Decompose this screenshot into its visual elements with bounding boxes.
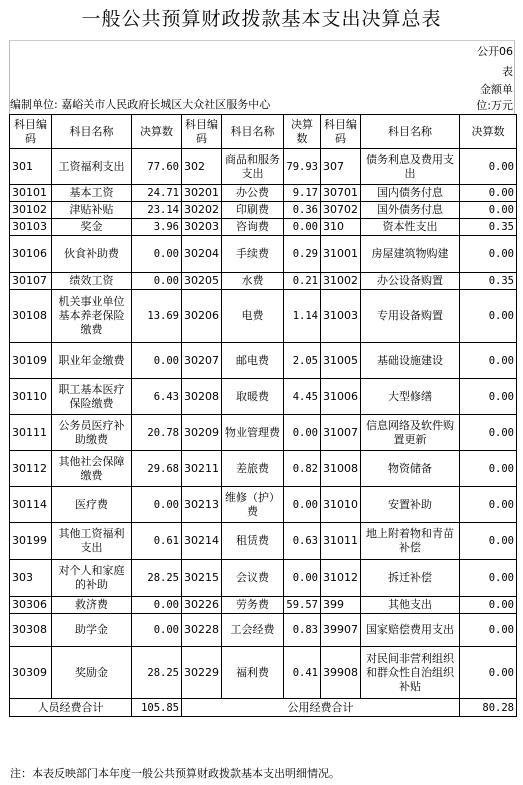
expenditure-table — [9, 114, 517, 717]
cell-c1: 30103 — [10, 219, 52, 236]
cell-c9: 0.00 — [460, 647, 517, 699]
cell-c5: 会议费 — [222, 560, 284, 597]
cell-c1: 30306 — [10, 597, 52, 614]
cell-c6: 2.05 — [284, 343, 321, 379]
table-row — [10, 343, 517, 379]
cell-c4: 30228 — [182, 614, 222, 647]
table-row — [10, 523, 517, 560]
cell-c6: 0.41 — [284, 647, 321, 699]
cell-c5: 劳务费 — [222, 597, 284, 614]
cell-c7: 31008 — [321, 451, 361, 487]
report-title: 一般公共预算财政拨款基本支出决算总表 — [81, 8, 442, 30]
cell-c8: 地上附着物和青苗补偿 — [361, 523, 460, 560]
cell-c8: 房屋建筑物购建 — [361, 236, 460, 273]
cell-c2: 基本工资 — [52, 185, 132, 202]
cell-c7: 31001 — [321, 236, 361, 273]
table-row — [10, 202, 517, 219]
cell-c7: 307 — [321, 149, 361, 185]
col-header: 科目名称 — [361, 115, 460, 149]
cell-c1: 30102 — [10, 202, 52, 219]
totals-row — [10, 699, 517, 717]
cell-c9: 0.00 — [460, 379, 517, 415]
cell-c8: 其他支出 — [361, 597, 460, 614]
cell-c7: 31007 — [321, 415, 361, 451]
cell-c8: 大型修缮 — [361, 379, 460, 415]
cell-c5: 差旅费 — [222, 451, 284, 487]
cell-c5: 福利费 — [222, 647, 284, 699]
cell-c8: 安置补助 — [361, 487, 460, 523]
form-code: 公开06表 — [477, 45, 513, 78]
cell-c2: 救济费 — [52, 597, 132, 614]
cell-c4: 30213 — [182, 487, 222, 523]
cell-c4: 302 — [182, 149, 222, 185]
cell-c5: 取暖费 — [222, 379, 284, 415]
cell-c2: 津贴补贴 — [52, 202, 132, 219]
cell-c5: 工会经费 — [222, 614, 284, 647]
cell-c2: 绩效工资 — [52, 273, 132, 290]
col-header: 科目编码 — [182, 115, 222, 149]
cell-c6: 0.21 — [284, 273, 321, 290]
cell-c1: 30309 — [10, 647, 52, 699]
public-total-label: 公用经费合计 — [182, 699, 460, 717]
cell-c3: 20.78 — [132, 415, 182, 451]
cell-c3: 0.61 — [132, 523, 182, 560]
cell-c3: 29.68 — [132, 451, 182, 487]
cell-c2: 助学金 — [52, 614, 132, 647]
table-row — [10, 614, 517, 647]
cell-c5: 邮电费 — [222, 343, 284, 379]
cell-c1: 30199 — [10, 523, 52, 560]
cell-c9: 0.00 — [460, 451, 517, 487]
cell-c8: 资本性支出 — [361, 219, 460, 236]
cell-c1: 301 — [10, 149, 52, 185]
cell-c1: 30101 — [10, 185, 52, 202]
cell-c2: 医疗费 — [52, 487, 132, 523]
cell-c6: 0.00 — [284, 219, 321, 236]
cell-c9: 0.00 — [460, 415, 517, 451]
cell-c4: 30207 — [182, 343, 222, 379]
cell-c1: 30114 — [10, 487, 52, 523]
cell-c1: 30308 — [10, 614, 52, 647]
cell-c4: 30208 — [182, 379, 222, 415]
cell-c4: 30206 — [182, 290, 222, 343]
cell-c6: 79.93 — [284, 149, 321, 185]
cell-c9: 0.00 — [460, 487, 517, 523]
cell-c9: 0.00 — [460, 523, 517, 560]
cell-c4: 30201 — [182, 185, 222, 202]
amount-unit: 金额单位:万元 — [476, 83, 513, 112]
cell-c3: 0.00 — [132, 597, 182, 614]
cell-c3: 0.00 — [132, 487, 182, 523]
cell-c2: 机关事业单位基本养老保险缴费 — [52, 290, 132, 343]
cell-c8: 国内债务付息 — [361, 185, 460, 202]
cell-c9: 0.00 — [460, 202, 517, 219]
cell-c2: 职业年金缴费 — [52, 343, 132, 379]
cell-c9: 0.35 — [460, 219, 517, 236]
table-note: 注：本表反映部门本年度一般公共预算财政拨款基本支出明细情况。 — [10, 767, 340, 780]
cell-c1: 30106 — [10, 236, 52, 273]
cell-c3: 0.00 — [132, 236, 182, 273]
personnel-total-label: 人员经费合计 — [10, 699, 132, 717]
col-header: 决算数 — [460, 115, 517, 149]
cell-c5: 水费 — [222, 273, 284, 290]
cell-c2: 公务员医疗补助缴费 — [52, 415, 132, 451]
cell-c7: 399 — [321, 597, 361, 614]
cell-c3: 3.96 — [132, 219, 182, 236]
cell-c5: 印刷费 — [222, 202, 284, 219]
cell-c7: 30702 — [321, 202, 361, 219]
cell-c2: 其他工资福利支出 — [52, 523, 132, 560]
cell-c8: 专用设备购置 — [361, 290, 460, 343]
cell-c3: 28.25 — [132, 647, 182, 699]
cell-c4: 30204 — [182, 236, 222, 273]
cell-c9: 0.00 — [460, 185, 517, 202]
cell-c5: 办公费 — [222, 185, 284, 202]
col-header: 科目编码 — [321, 115, 361, 149]
cell-c6: 0.36 — [284, 202, 321, 219]
cell-c2: 伙食补助费 — [52, 236, 132, 273]
cell-c4: 30205 — [182, 273, 222, 290]
cell-c9: 0.00 — [460, 560, 517, 597]
cell-c5: 电费 — [222, 290, 284, 343]
cell-c3: 13.69 — [132, 290, 182, 343]
cell-c7: 31012 — [321, 560, 361, 597]
cell-c7: 31010 — [321, 487, 361, 523]
table-row — [10, 379, 517, 415]
cell-c2: 工资福利支出 — [52, 149, 132, 185]
table-row — [10, 149, 517, 185]
cell-c8: 国外债务付息 — [361, 202, 460, 219]
cell-c3: 24.71 — [132, 185, 182, 202]
cell-c4: 30202 — [182, 202, 222, 219]
cell-c6: 0.82 — [284, 451, 321, 487]
cell-c2: 奖金 — [52, 219, 132, 236]
cell-c7: 39907 — [321, 614, 361, 647]
cell-c8: 基础设施建设 — [361, 343, 460, 379]
cell-c6: 0.00 — [284, 487, 321, 523]
cell-c3: 6.43 — [132, 379, 182, 415]
col-header: 决算数 — [284, 115, 321, 149]
col-header: 决算数 — [132, 115, 182, 149]
cell-c4: 30226 — [182, 597, 222, 614]
cell-c3: 0.00 — [132, 343, 182, 379]
cell-c8: 办公设备购置 — [361, 273, 460, 290]
cell-c5: 咨询费 — [222, 219, 284, 236]
cell-c1: 30107 — [10, 273, 52, 290]
cell-c7: 30701 — [321, 185, 361, 202]
cell-c1: 303 — [10, 560, 52, 597]
cell-c7: 39908 — [321, 647, 361, 699]
cell-c7: 31005 — [321, 343, 361, 379]
cell-c8: 信息网络及软件购置更新 — [361, 415, 460, 451]
cell-c1: 30110 — [10, 379, 52, 415]
personnel-total-value: 105.85 — [132, 699, 182, 717]
cell-c9: 0.00 — [460, 236, 517, 273]
cell-c5: 维修（护）费 — [222, 487, 284, 523]
cell-c8: 债务利息及费用支出 — [361, 149, 460, 185]
cell-c2: 职工基本医疗保险缴费 — [52, 379, 132, 415]
cell-c2: 奖励金 — [52, 647, 132, 699]
cell-c7: 31006 — [321, 379, 361, 415]
compiling-unit: 编制单位: 嘉峪关市人民政府长城区大众社区服务中心 — [10, 98, 271, 111]
table-row — [10, 185, 517, 202]
cell-c6: 0.29 — [284, 236, 321, 273]
table-row — [10, 219, 517, 236]
cell-c7: 310 — [321, 219, 361, 236]
cell-c1: 30112 — [10, 451, 52, 487]
table-row — [10, 647, 517, 699]
table-row — [10, 487, 517, 523]
cell-c1: 30108 — [10, 290, 52, 343]
cell-c4: 30229 — [182, 647, 222, 699]
cell-c3: 23.14 — [132, 202, 182, 219]
cell-c5: 商品和服务支出 — [222, 149, 284, 185]
cell-c9: 0.00 — [460, 149, 517, 185]
cell-c3: 77.60 — [132, 149, 182, 185]
table-row — [10, 560, 517, 597]
cell-c4: 30211 — [182, 451, 222, 487]
table-row — [10, 451, 517, 487]
cell-c8: 物资储备 — [361, 451, 460, 487]
col-header: 科目名称 — [52, 115, 132, 149]
table-row — [10, 597, 517, 614]
cell-c5: 物业管理费 — [222, 415, 284, 451]
cell-c2: 其他社会保障缴费 — [52, 451, 132, 487]
cell-c9: 0.35 — [460, 273, 517, 290]
unit-row — [0, 82, 523, 112]
cell-c6: 0.83 — [284, 614, 321, 647]
cell-c6: 59.57 — [284, 597, 321, 614]
col-header: 科目编码 — [10, 115, 52, 149]
cell-c8: 拆迁补偿 — [361, 560, 460, 597]
cell-c3: 0.00 — [132, 614, 182, 647]
cell-c9: 0.00 — [460, 597, 517, 614]
cell-c6: 4.45 — [284, 379, 321, 415]
cell-c6: 0.00 — [284, 560, 321, 597]
cell-c6: 0.63 — [284, 523, 321, 560]
cell-c9: 0.00 — [460, 290, 517, 343]
public-total-value: 80.28 — [460, 699, 517, 717]
cell-c5: 租赁费 — [222, 523, 284, 560]
cell-c4: 30203 — [182, 219, 222, 236]
cell-c8: 对民间非营利组织和群众性自治组织补贴 — [361, 647, 460, 699]
cell-c2: 对个人和家庭的补助 — [52, 560, 132, 597]
cell-c9: 0.00 — [460, 343, 517, 379]
cell-c1: 30111 — [10, 415, 52, 451]
cell-c3: 0.00 — [132, 273, 182, 290]
cell-c3: 28.25 — [132, 560, 182, 597]
cell-c4: 30209 — [182, 415, 222, 451]
table-row — [10, 415, 517, 451]
cell-c6: 1.14 — [284, 290, 321, 343]
cell-c8: 国家赔偿费用支出 — [361, 614, 460, 647]
cell-c4: 30214 — [182, 523, 222, 560]
cell-c6: 9.17 — [284, 185, 321, 202]
cell-c9: 0.00 — [460, 614, 517, 647]
cell-c6: 0.00 — [284, 415, 321, 451]
cell-c4: 30215 — [182, 560, 222, 597]
table-row — [10, 290, 517, 343]
table-header-row — [10, 115, 517, 149]
cell-c5: 手续费 — [222, 236, 284, 273]
cell-c7: 31011 — [321, 523, 361, 560]
table-row — [10, 236, 517, 273]
table-row — [10, 273, 517, 290]
cell-c1: 30109 — [10, 343, 52, 379]
col-header: 科目名称 — [222, 115, 284, 149]
cell-c7: 31003 — [321, 290, 361, 343]
cell-c7: 31002 — [321, 273, 361, 290]
